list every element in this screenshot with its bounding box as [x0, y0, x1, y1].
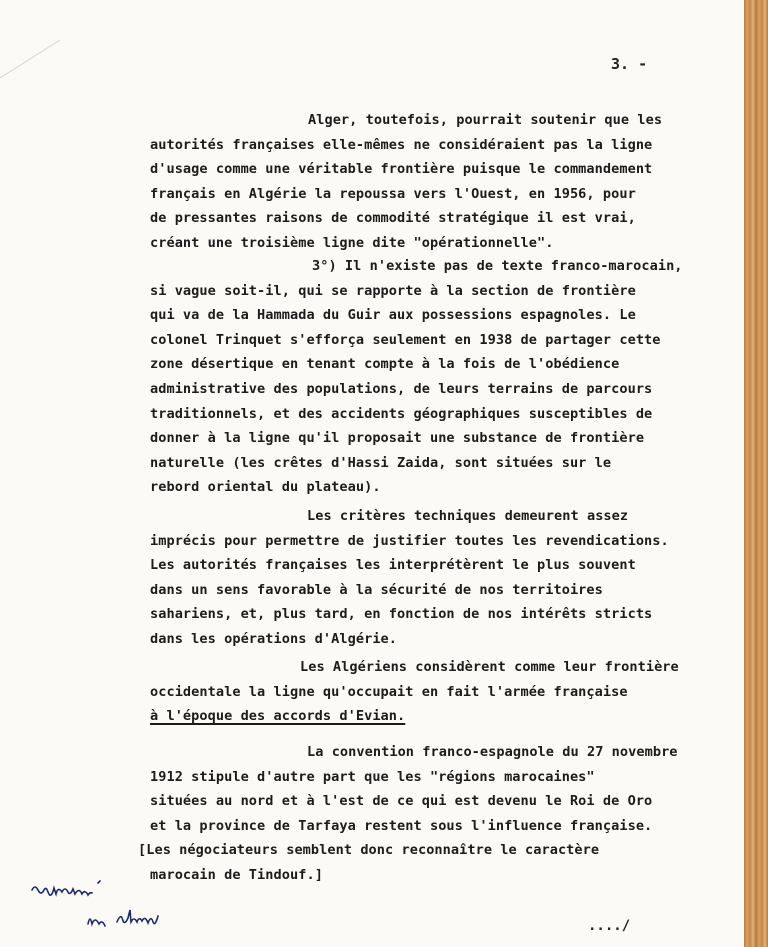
- text-line: d'usage comme une véritable frontière puisque le commandement: [150, 161, 653, 178]
- text-line: autorités françaises elle-mêmes ne considéraient pas la ligne: [150, 136, 653, 153]
- bracketed-text: Les négociateurs semblent donc reconnaître le caractère: [146, 842, 600, 859]
- text-line: donner à la ligne qu'il proposait une substance de frontière: [150, 430, 645, 447]
- text-line: naturelle (les crêtes d'Hassi Zaida, sont situées sur le: [150, 454, 612, 471]
- text-line: La convention franco-espagnole du 27 novembre: [307, 744, 678, 760]
- text-line: imprécis pour permettre de justifier toutes les revendications.: [150, 532, 669, 549]
- text-line: créant une troisième ligne dite "opérationnelle".: [150, 234, 554, 251]
- handwritten-margin-note: [28, 870, 218, 940]
- text-line: de pressantes raisons de commodité stratégique il est vrai,: [150, 210, 636, 227]
- text-line: et la province de Tarfaya restent sous l'influence française.: [150, 817, 653, 834]
- text-line: 1912 stipule d'autre part que les "régions marocaines": [150, 768, 595, 785]
- text-line: Alger, toutefois, pourrait soutenir que les: [308, 112, 663, 128]
- text-line: français en Algérie la repoussa vers l'Ouest, en 1956, pour: [150, 185, 636, 202]
- paragraph-3: [150, 504, 735, 652]
- text-line: dans un sens favorable à la sécurité de nos territoires: [150, 581, 603, 598]
- text-line: dans les opérations d'Algérie.: [150, 630, 398, 647]
- underlined-text: à l'époque des accords d'Evian.: [150, 708, 406, 725]
- text-line: administrative des populations, de leurs terrains de parcours: [150, 380, 653, 397]
- text-line: si vague soit-il, qui se rapporte à la section de frontière: [150, 282, 636, 299]
- text-line: rebord oriental du plateau).: [150, 479, 381, 496]
- bracketed-text: marocain de Tindouf.: [150, 866, 315, 883]
- close-bracket: ]: [314, 866, 323, 883]
- paper-crease: [0, 0, 80, 80]
- text-line: qui va de la Hammada du Guir aux possessions espagnoles. Le: [150, 307, 636, 324]
- text-line: Les critères techniques demeurent assez: [307, 508, 629, 524]
- paragraph-5: [138, 740, 735, 888]
- paragraph-1: [150, 108, 735, 256]
- text-line: Les Algériens considèrent comme leur frontière: [300, 659, 679, 675]
- text-line: 3°) Il n'existe pas de texte franco-marocain,: [312, 258, 683, 274]
- text-line: colonel Trinquet s'efforça seulement en 1938 de partager cette: [150, 331, 661, 348]
- text-line: Les autorités françaises les interprétèrent le plus souvent: [150, 557, 636, 574]
- text-line: sahariens, et, plus tard, en fonction de nos intérêts stricts: [150, 606, 653, 623]
- desk-background: [744, 0, 768, 947]
- text-line: traditionnels, et des accidents géographiques susceptibles de: [150, 405, 653, 422]
- paragraph-4: [150, 655, 735, 729]
- continuation-mark: ..../: [588, 918, 631, 934]
- text-line: situées au nord et à l'est de ce qui est devenu le Roi de Oro: [150, 793, 653, 810]
- paragraph-2: [150, 254, 735, 500]
- handwriting-graphic: [28, 870, 218, 940]
- open-bracket: [: [138, 842, 147, 859]
- text-line: zone désertique en tenant compte à la fois de l'obédience: [150, 356, 620, 373]
- text-line: occidentale la ligne qu'occupait en fait l'armée française: [150, 683, 628, 700]
- page-number: 3. -: [611, 55, 648, 73]
